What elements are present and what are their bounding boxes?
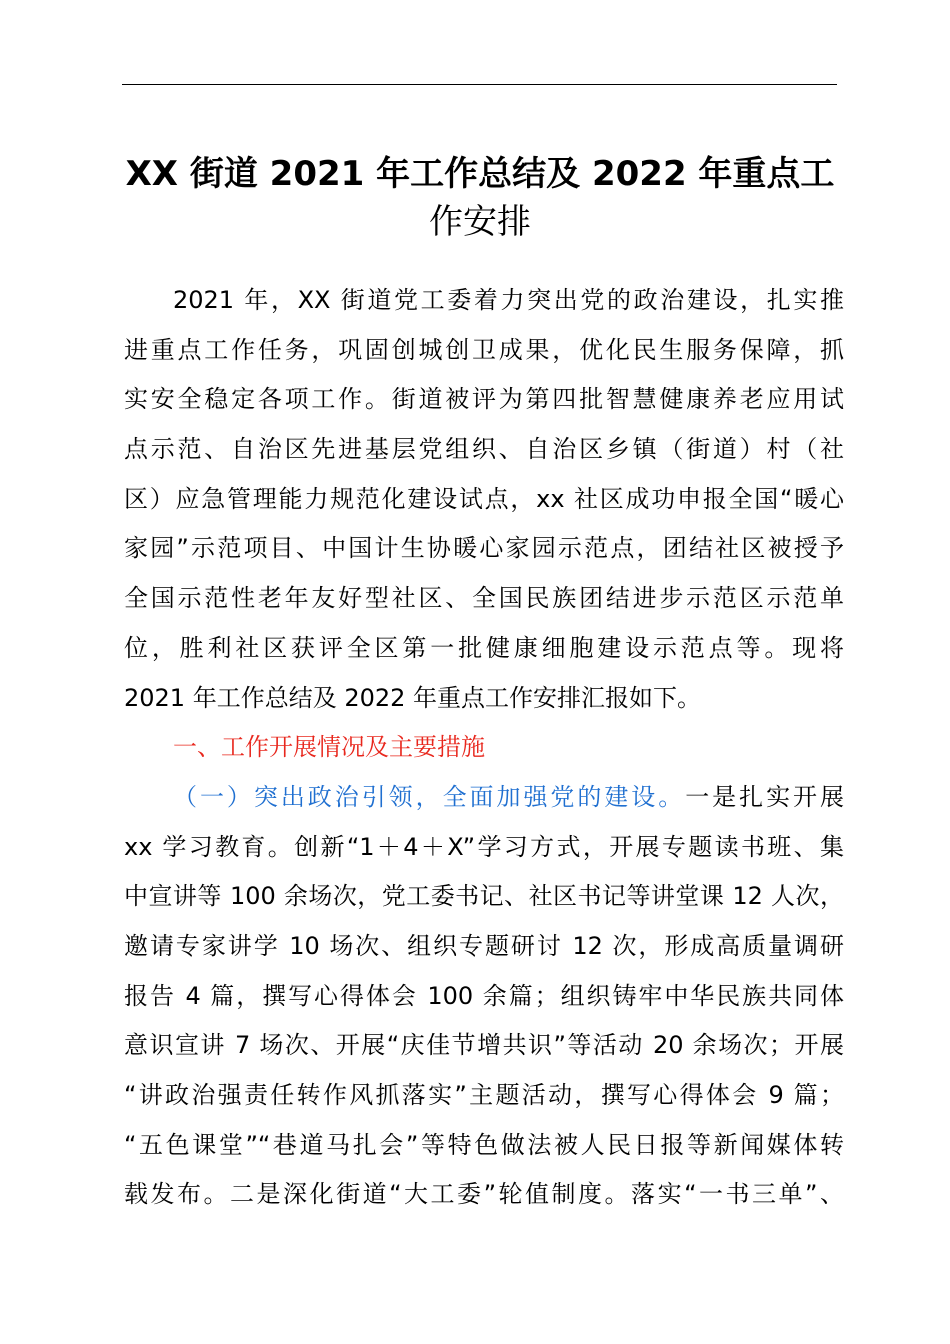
subsection-line xyxy=(124,773,844,823)
paragraph-line: 全国示范性老年友好型社区、全国民族团结进步示范区示范单 xyxy=(124,584,844,613)
paragraph-line: “讲政治强责任转作风抓落实”主题活动，撰写心得体会 9 篇； xyxy=(124,1081,844,1109)
paragraph-line: 2021 年工作总结及 2022 年重点工作安排汇报如下。 xyxy=(124,683,702,712)
paragraph-line: “五色课堂”“巷道马扎会”等特色做法被人民日报等新闻媒体转 xyxy=(124,1130,844,1159)
paragraph-line: 载发布。二是深化街道“大工委”轮值制度。落实“一书三单”、 xyxy=(124,1180,844,1209)
paragraph-line: 进重点工作任务，巩固创城创卫成果，优化民生服务保障，抓 xyxy=(124,335,844,364)
document-title xyxy=(110,150,850,246)
paragraph-line: 点示范、自治区先进基层党组织、自治区乡镇（街道）村（社 xyxy=(124,435,844,464)
paragraph-line: 位，胜利社区获评全区第一批健康细胞建设示范点等。现将 xyxy=(124,633,844,662)
paragraph-line: 2021 年，XX 街道党工委着力突出党的政治建设，扎实推 xyxy=(173,286,844,314)
paragraph-line: 报告 4 篇，撰写心得体会 100 余篇；组织铸牢中华民族共同体 xyxy=(124,981,844,1010)
title-line-1: XX 街道 2021 年工作总结及 2022 年重点工 xyxy=(125,154,835,194)
subsection-heading: （一）突出政治引领，全面加强党的建设。 xyxy=(173,782,686,811)
document-body xyxy=(124,276,844,1220)
header-rule xyxy=(122,84,837,85)
subsection-lead: 一是扎实开展 xyxy=(685,782,845,811)
paragraph-line: 邀请专家讲学 10 场次、组织专题研讨 12 次，形成高质量调研 xyxy=(124,931,844,960)
paragraph-line: 家园”示范项目、中国计生协暖心家园示范点，团结社区被授予 xyxy=(124,534,844,563)
paragraph-line: 意识宣讲 7 场次、开展“庆佳节增共识”等活动 20 余场次；开展 xyxy=(124,1031,844,1060)
section-heading: 一、工作开展情况及主要措施 xyxy=(173,733,485,762)
paragraph-line: 中宣讲等 100 余场次，党工委书记、社区书记等讲堂课 12 人次， xyxy=(124,882,844,911)
paragraph-line: 实安全稳定各项工作。街道被评为第四批智慧健康养老应用试 xyxy=(124,385,844,414)
paragraph-line: xx 学习教育。创新“1＋4＋X”学习方式，开展专题读书班、集 xyxy=(124,832,844,861)
paragraph-line: 区）应急管理能力规范化建设试点，xx 社区成功申报全国“暖心 xyxy=(124,484,844,513)
title-line-2: 作安排 xyxy=(429,202,531,242)
